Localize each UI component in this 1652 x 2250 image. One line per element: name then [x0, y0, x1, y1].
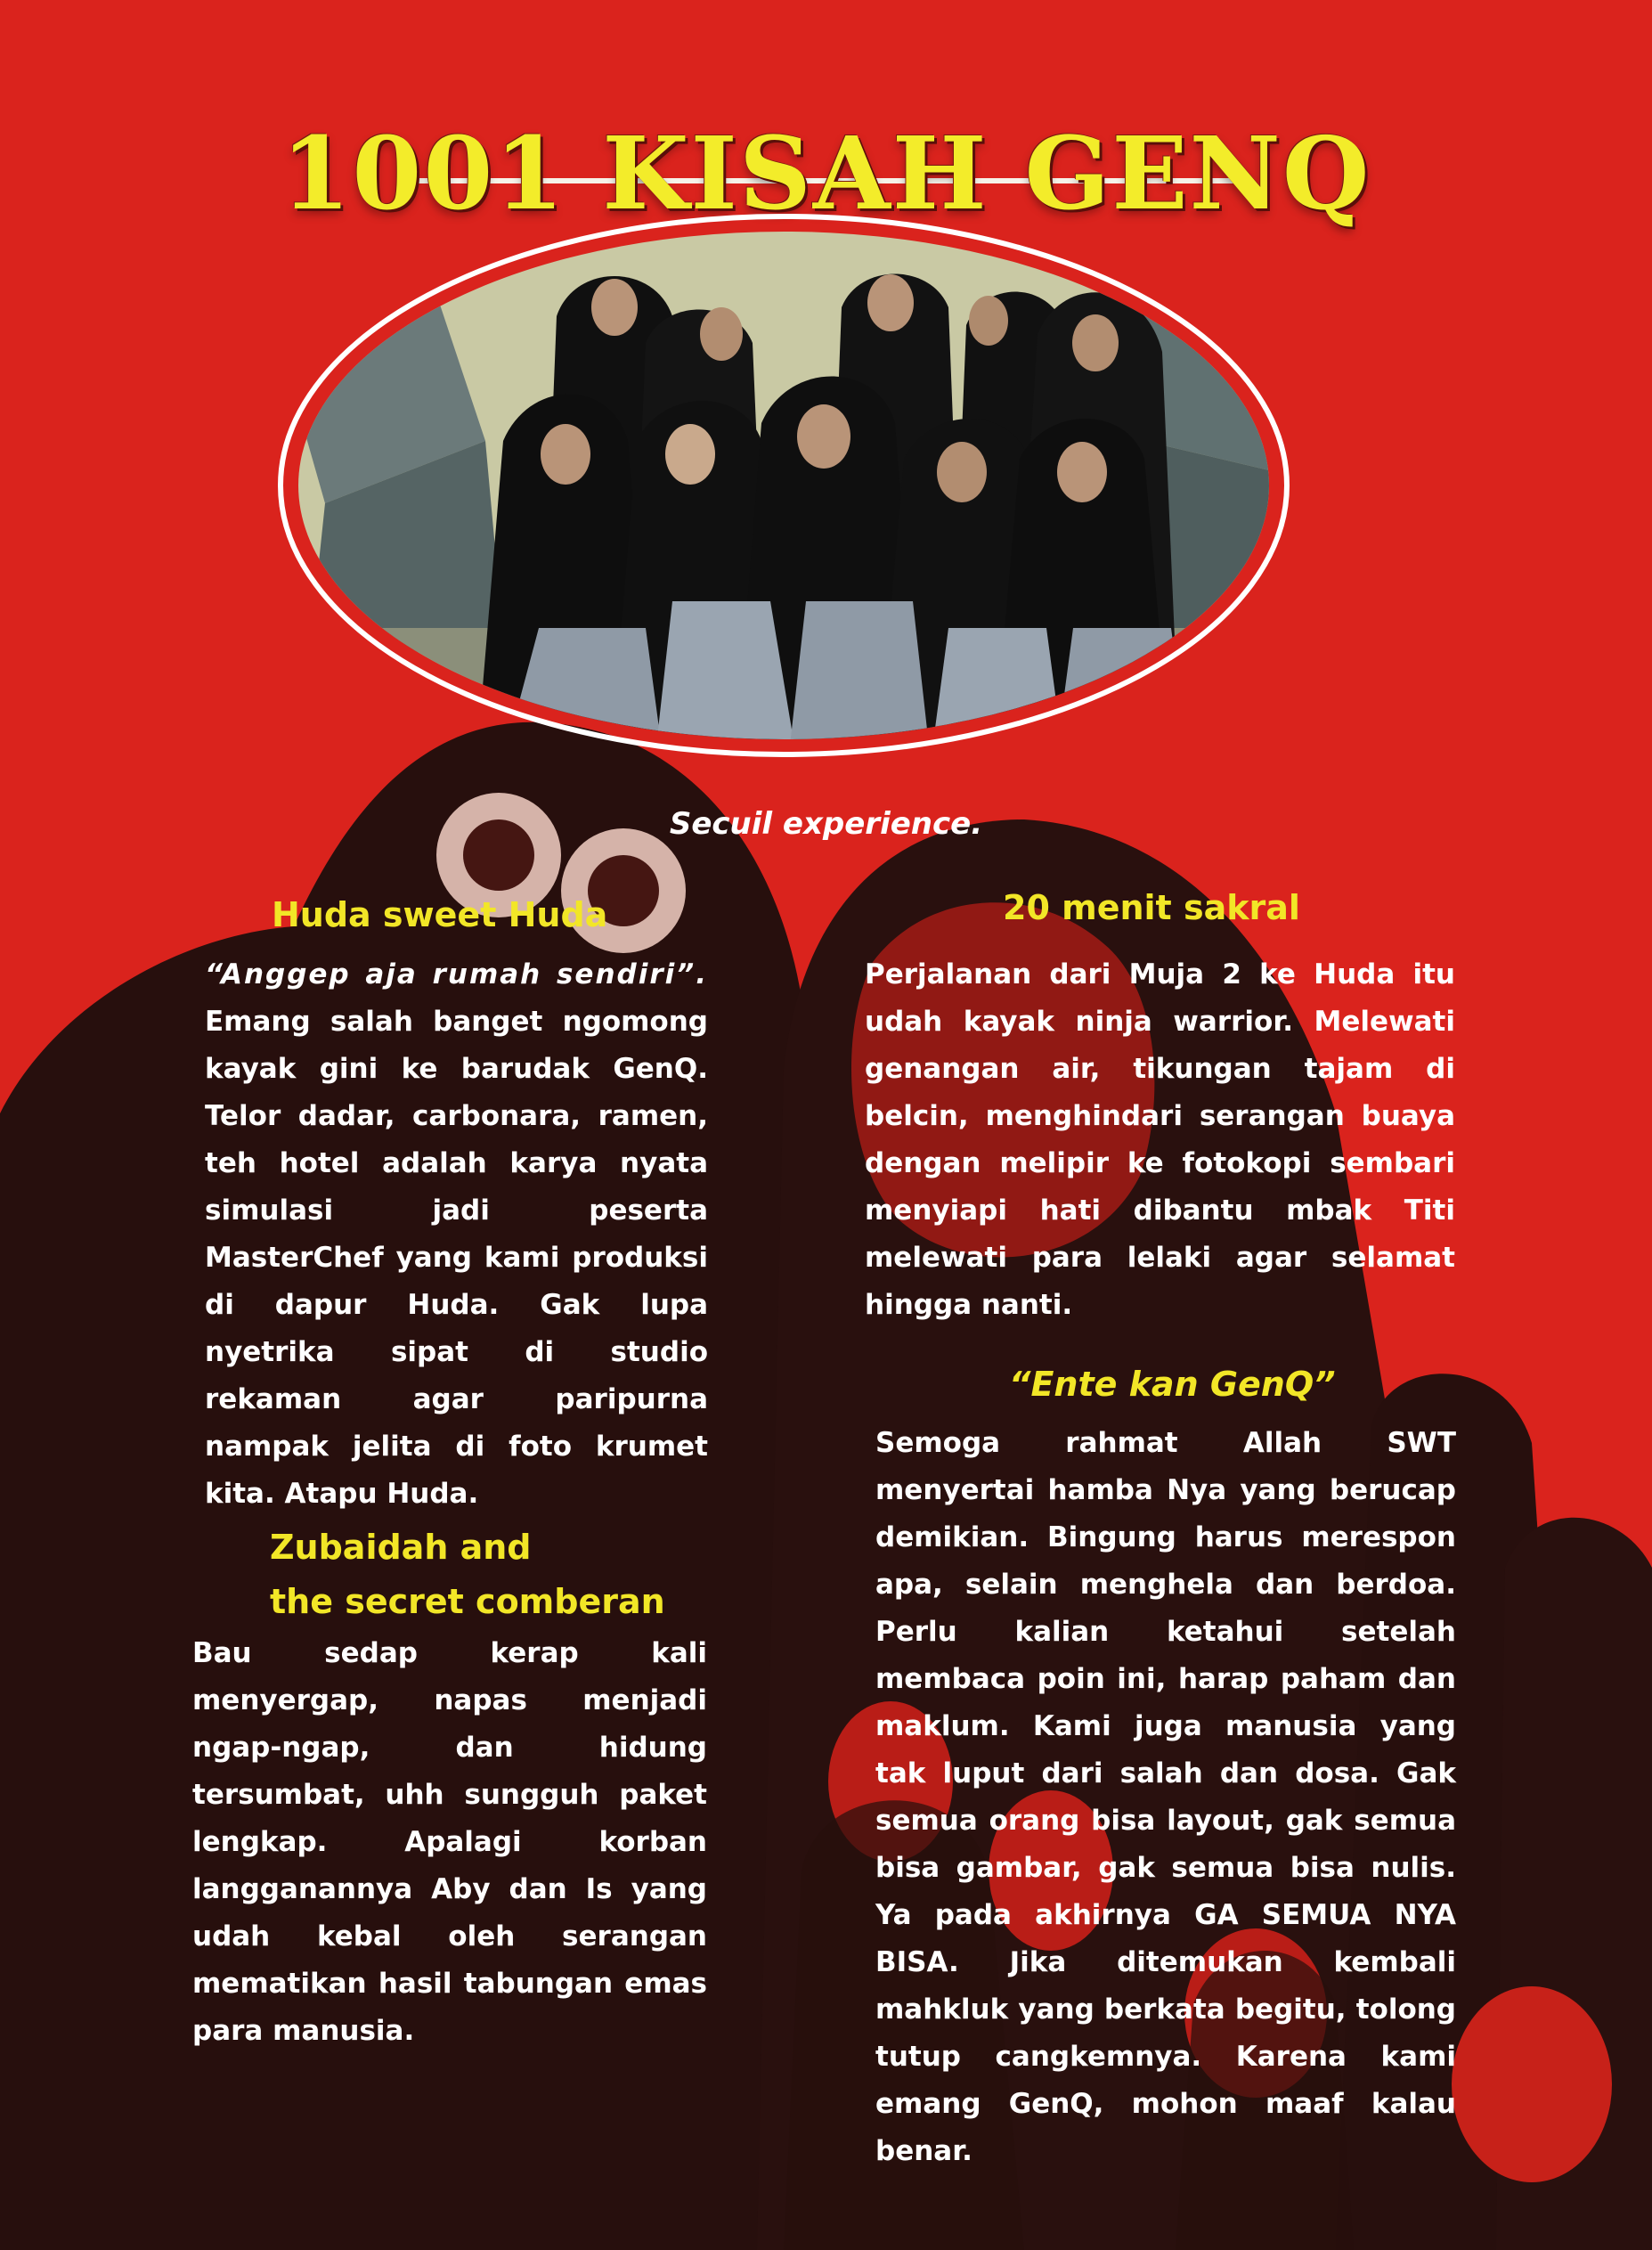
huda-quote: “Anggep aja rumah sendiri”.	[205, 958, 708, 990]
photo-caption: Secuil experience.	[669, 806, 983, 842]
section-heading-huda: Huda sweet Huda	[272, 895, 608, 934]
ente-emphasis: GA SEMUA NYA BISA.	[875, 1899, 1456, 1978]
section-body-huda	[205, 951, 708, 1518]
page-title: 1001 KISAH GENQ	[281, 116, 1371, 232]
ente-text-part2: Jika ditemukan kembali mahkluk yang berkata begitu, tolong tutup cangkemnya. Karena kami emang GenQ, mohon maaf kalau benar.	[875, 1946, 1456, 2167]
section-heading-ente: “Ente kan GenQ”	[1009, 1365, 1336, 1404]
section-body-menit: Perjalanan dari Muja 2 ke Huda itu udah kayak ninja warrior. Melewati genangan air, tikungan tajam di belcin, menghindari serangan buaya dengan melipir ke fotokopi sembari menyiapi hati dibantu mbak Titi melewati para lelaki agar selamat hingga nanti.	[865, 958, 1455, 1321]
section-heading-menit: 20 menit sakral	[1003, 888, 1300, 927]
section-heading-zubaidah-line1: Zubaidah and	[270, 1528, 532, 1567]
section-body-zubaidah: Bau sedap kerap kali menyergap, napas menjadi ngap-ngap, dan hidung tersumbat, uhh sungguh paket lengkap. Apalagi korban langganannya Aby dan Is yang udah kebal oleh serangan mematikan hasil tabungan emas para manusia.	[192, 1637, 707, 2047]
section-body-ente	[875, 1420, 1456, 2175]
huda-text: Emang salah banget ngomong kayak gini ke barudak GenQ. Telor dadar, carbonara, ramen, teh hotel adalah karya nyata simulasi jadi peserta MasterChef yang kami produksi di dapur Huda. Gak lupa nyetrika sipat di studio rekaman agar paripurna nampak jelita di foto krumet kita. Atapu Huda.	[205, 1006, 708, 1510]
group-photo-oval	[272, 209, 1296, 762]
ente-text-part1: Semoga rahmat Allah SWT menyertai hamba Nya yang berucap demikian. Bingung harus merespon apa, selain menghela dan berdoa. Perlu kalian ketahui setelah membaca poin ini, harap paham dan maklum. Kami juga manusia yang tak luput dari salah dan dosa. Gak semua orang bisa layout, gak semua bisa gambar, gak semua bisa nulis. Ya pada akhirnya	[875, 1427, 1456, 1931]
section-heading-zubaidah-line2: the secret comberan	[270, 1582, 665, 1621]
